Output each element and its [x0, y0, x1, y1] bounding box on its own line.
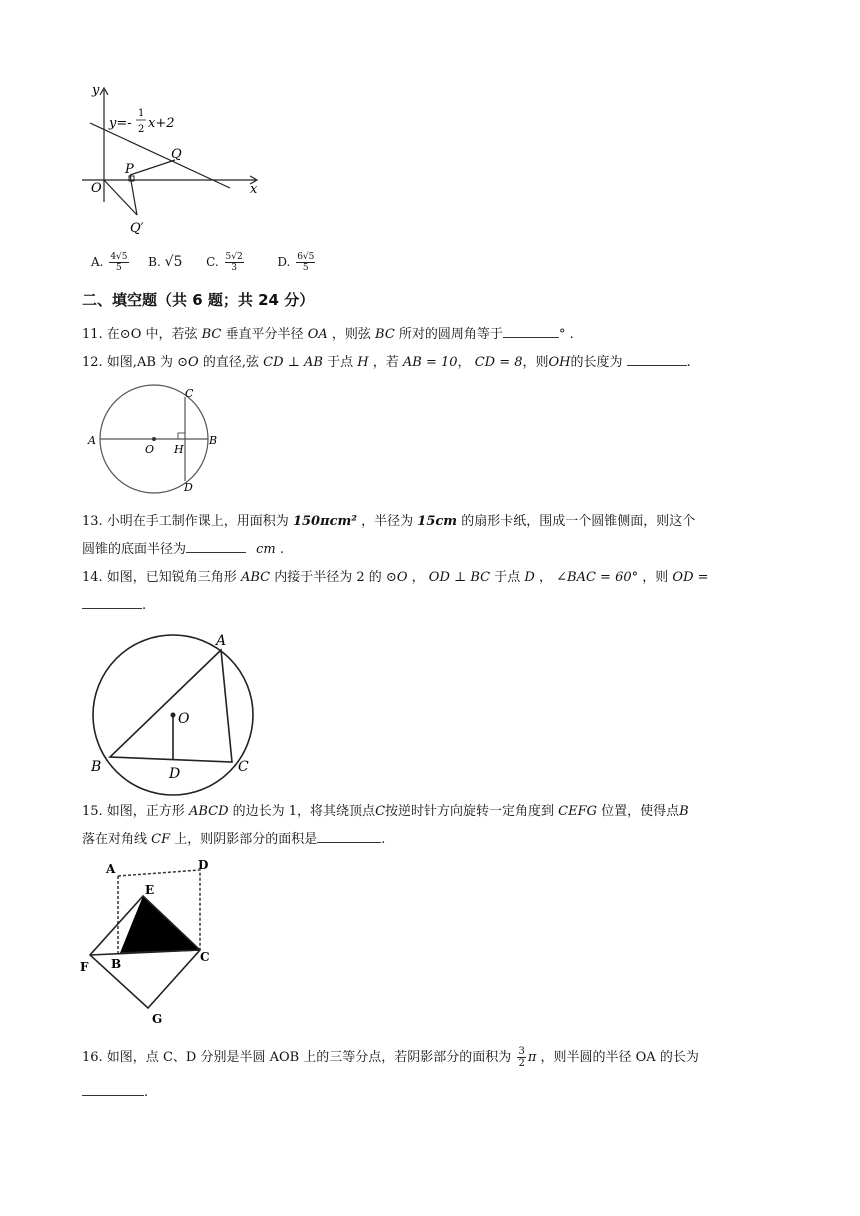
question-13: 13. 小明在手工制作课上，用面积为 150πcm² ，半径为 15cm 的扇形卡纸，围成一个圆锥侧面，则这个 — [82, 514, 696, 529]
option-b[interactable]: B. √5 — [148, 254, 183, 270]
label-d: D — [169, 766, 181, 782]
coordinate-figure — [80, 80, 280, 240]
label-a: A — [106, 862, 116, 876]
point-p-label: P — [125, 162, 134, 177]
line-equation-suffix: x+2 — [148, 116, 175, 131]
rotated-square-figure — [78, 858, 228, 1028]
label-c: C — [238, 759, 249, 775]
label-o: O — [145, 443, 155, 456]
question-15-line2: 落在对角线 CF 上，则阴影部分的面积是 . — [82, 832, 386, 847]
label-b: B — [111, 957, 122, 971]
section-title: 二、填空题（共 6 题；共 24 分） — [82, 291, 315, 309]
answer-blank-15[interactable] — [317, 831, 381, 843]
option-d[interactable]: D. $\frac{6√5}{5}$ — [277, 252, 315, 273]
label-d: D — [184, 481, 193, 494]
axis-y-label: y — [92, 83, 100, 98]
question-14: 14. 如图，已知锐角三角形 ABC 内接于半径为 2 的 ⊙O ， OD ⊥ BC 于点 D ， ∠BAC = 60° ，则 OD = — [82, 570, 709, 585]
question-16-line2: . — [82, 1084, 148, 1102]
question-13-line2: 圆锥的底面半径为 cm . — [82, 542, 285, 557]
point-q-prime-label: Q′ — [130, 221, 144, 236]
label-a: A — [216, 633, 227, 649]
label-h: H — [174, 443, 184, 456]
answer-blank-12[interactable] — [627, 354, 687, 366]
question-11: 11. 在⊙O 中，若弦 BC 垂直平分半径 OA ，则弦 BC 所对的圆周角等于 ° . — [82, 327, 574, 342]
line-equation-prefix: y=- — [109, 116, 132, 131]
question-15: 15. 如图，正方形 ABCD 的边长为 1，将其绕顶点C按逆时针方向旋转一定角度到 CEFG 位置，使得点B — [82, 804, 689, 819]
question-16: 16. 如图，点 C、D 分别是半圆 AOB 上的三等分点，若阴影部分的面积为 $\frac{3}{2}$ π ，则半圆的半径 OA 的长为 — [82, 1046, 699, 1069]
axis-x-label: x — [250, 182, 258, 197]
question-14-line2: . — [82, 597, 146, 615]
label-b: B — [209, 434, 218, 447]
label-a: A — [88, 434, 96, 447]
label-b: B — [91, 759, 102, 775]
answer-options — [91, 252, 317, 273]
label-g: G — [152, 1012, 163, 1026]
line-equation-den: 2 — [138, 124, 145, 135]
option-c[interactable]: C. $\frac{5√2}{3}$ — [206, 252, 243, 273]
option-a[interactable]: A. $\frac{4√5}{5}$ — [91, 252, 128, 273]
inscribed-triangle-figure — [85, 625, 265, 785]
label-c: C — [200, 950, 210, 964]
answer-blank-16[interactable] — [82, 1084, 144, 1096]
answer-blank-11[interactable] — [503, 326, 559, 338]
answer-blank-14[interactable] — [82, 597, 142, 609]
label-c: C — [185, 387, 194, 400]
label-e: E — [145, 883, 155, 897]
label-d: D — [198, 858, 209, 872]
question-12: 12. 如图,AB 为 ⊙O 的直径,弦 CD ⊥ AB 于点 H ，若 AB = 10， CD = 8，则OH的长度为 . — [82, 355, 691, 370]
label-f: F — [80, 960, 89, 974]
answer-blank-13[interactable] — [186, 541, 246, 553]
origin-label: O — [91, 181, 102, 196]
line-equation-num: 1 — [138, 108, 145, 119]
circle-chord-figure — [85, 384, 225, 499]
point-q-label: Q — [171, 147, 182, 162]
label-o: O — [178, 711, 190, 727]
